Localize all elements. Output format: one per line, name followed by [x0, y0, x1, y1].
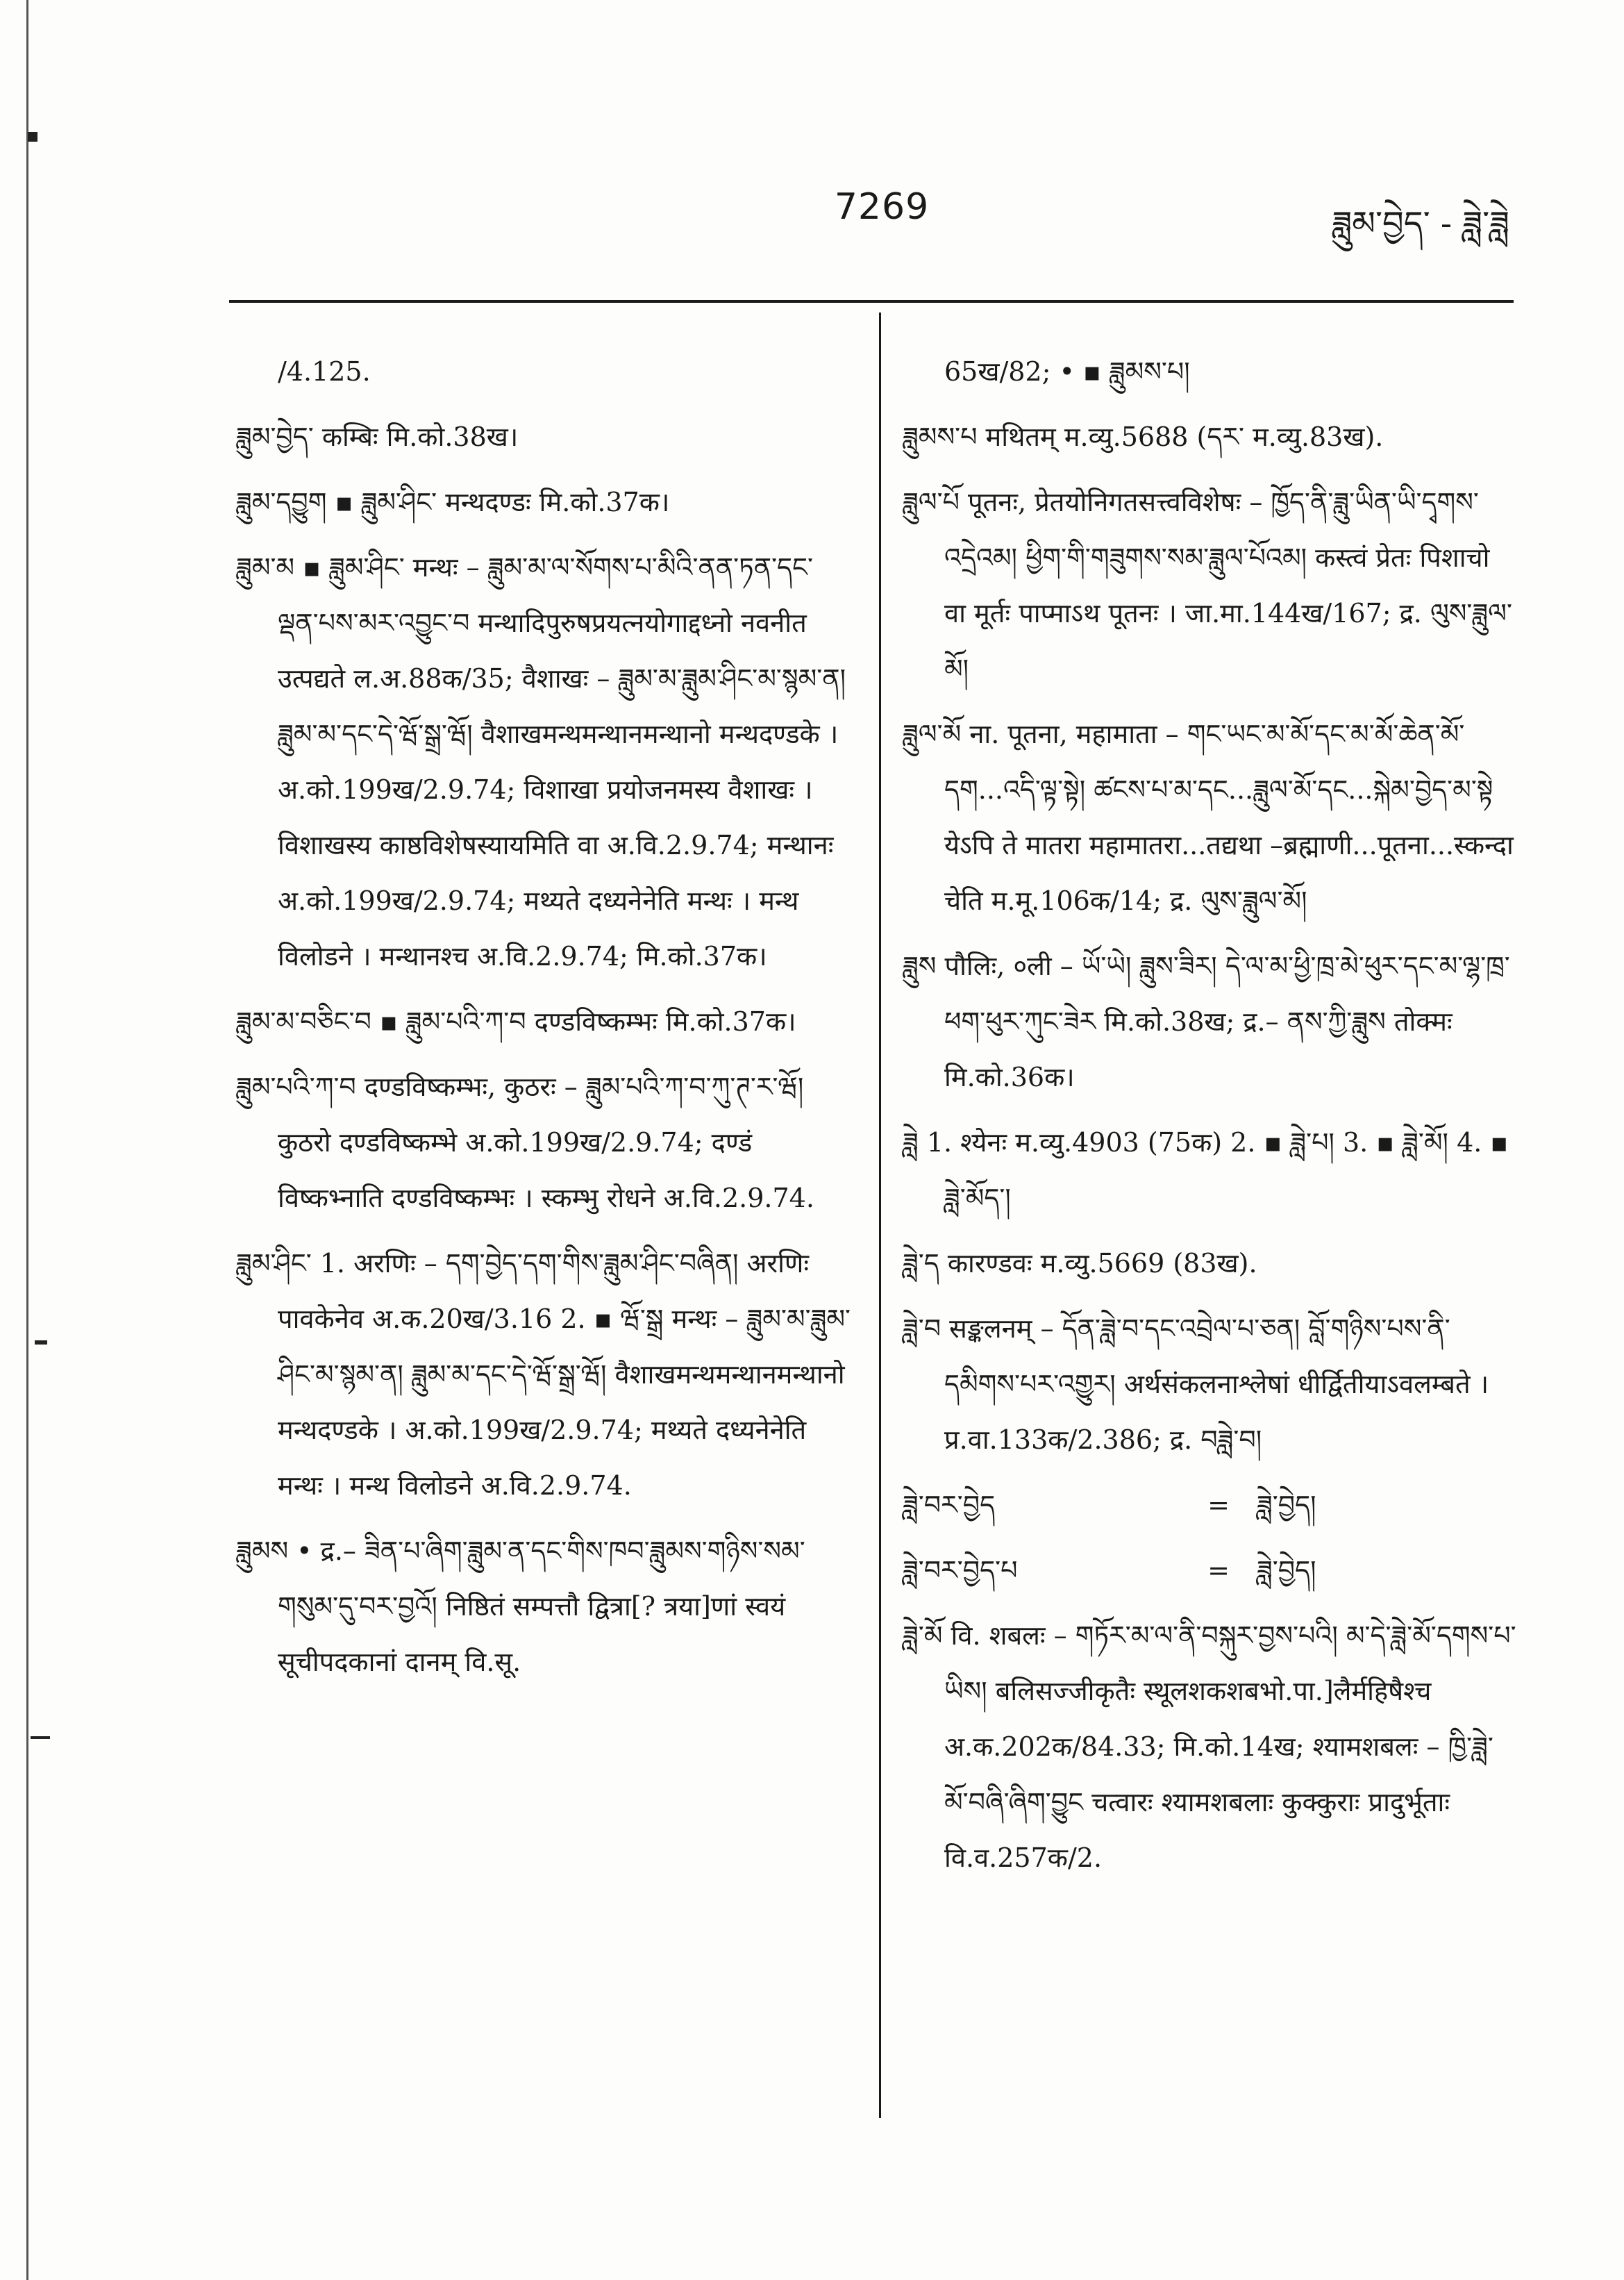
dictionary-entry: ཟླུམ་ཤིང་ 1. अरणिः – དག་བྱེད་དག་གིས་ཟླུམ་ཤིང་བཞིན། अरणिः पावकेनेव अ.क.20ख/3.16 2. ▪ ཝོ་སྒྲ मन्थः – ཟླུམ་མ་ཟླུམ་ཤིང་མ་སྙམ་ན། ཟླུམ་མ་དང་དེ་ཝོ་སྒྲ་ཝོ། वैशाखमन्थमन्थानमन्थानो मन्थदण्डके । अ.को.199ख/2.9.74; मथ्यते दध्यनेनेति मन्थः । मन्थ विलोडने अ.वि.2.9.74. [236, 1248, 851, 1501]
dictionary-entry: ཟླུམ་པའི་ཀ་བ दण्डविष्कम्भः, कुठरः – ཟླུམ་པའི་ཀ་བ་ཀུ་ཊ་ར་ཝོ། कुठरो दण्डविष्कम्भे अ.को.199ख/2.9.74; दण्डं विष्कभ्नाति दण्डविष्कम्भः । स्कम्भु रोधने अ.वि.2.9.74. [236, 1072, 814, 1213]
dictionary-entry: ཟླེ་བ सङ्कलनम् – དོན་ཟླེ་བ་དང་འབྲེལ་པ་ཅན། བློ་གཉིས་པས་ནི་དམིགས་པར་འགྱུར། अर्थसंकलनाश्लेषां धीर्द्वितीयाऽवलम्बते । प्र.वा.133क/2.386; द्र. བཟླེ་བ། [903, 1313, 1489, 1455]
cross-reference-row [903, 1477, 1517, 1533]
running-head: ཟླུམ་བྱེད་ - ཟླེ་ཟླེ [1332, 204, 1509, 243]
cross-reference-headword: ཟླེ་བར་བྱེད [903, 1490, 996, 1520]
dictionary-entry: /4.125. [278, 356, 371, 387]
column-divider [879, 313, 881, 2118]
dictionary-entry: ཟླུམ་མ ▪ ཟླུམ་ཤིང་ मन्थः – ཟླུམ་མ་ལ་སོགས་པ་མིའི་ནན་ཏན་དང་ལྡན་པས་མར་འབྱུང་བ मन्थादिपुरुषप्रयत्नयोगाद्दध्नो नवनीत उत्पद्यते ल.अ.88क/35; वैशाखः – ཟླུམ་མ་ཟླུམ་ཤིང་མ་སྙམ་ན། ཟླུམ་མ་དང་དེ་ཝོ་སྒྲ་ཝོ། वैशाखमन्थमन्थानमन्थानो मन्थदण्डके । अ.को.199ख/2.9.74; विशाखा प्रयोजनमस्य वैशाखः । विशाखस्य काष्ठविशेषस्यायमिति वा अ.वि.2.9.74; मन्थानः अ.को.199ख/2.9.74; मथ्यते दध्यनेनेति मन्थः । मन्थ विलोडने । मन्थानश्च अ.वि.2.9.74; मि.को.37क। [236, 552, 846, 972]
scan-mark [28, 132, 37, 142]
dictionary-entry: ཟླུལ་མོ ना. पूतना, महामाता – གང་ཡང་མ་མོ་དང་མ་མོ་ཆེན་མོ་དག...འདི་ལྟ་སྟེ། ཚངས་པ་མ་དང...ཟླུལ་མོ་དང...སྐེམ་བྱེད་མ་སྟེ येऽपि ते मातरा महामातरा...तद्यथा –ब्रह्माणी...पूतना...स्कन्दा चेति म.मू.106क/14; द्र. ལུས་ཟླུལ་མོ། [903, 719, 1514, 916]
scan-mark [35, 1340, 47, 1345]
dictionary-entry: ཟླེ་ད कारण्डवः म.व्यु.5669 (83ख). [903, 1248, 1257, 1279]
dictionary-entry: 65ख/82; • ▪ ཟླུམས་པ། [944, 356, 1190, 387]
cross-reference-headword: ཟླེ་བར་བྱེད་པ [903, 1555, 1018, 1586]
dictionary-entry: ཟླུས पौलिः, ०ली – ཡོ་ཡེ། ཟླུས་ཟིར། དེ་ལ་མ་ཕྱི་ཁྲ་མེ་ཕུར་དང་མ་ལྷ་ཁྲ་ཕག་ཕུར་ཀུང་ཟེར मि.को.38ख; द्र.– ནས་ཀྱི་ཟླུས तोक्मः मि.को.36क। [903, 951, 1510, 1092]
dictionary-entry: ཟླུམ་མ་བཅིང་བ ▪ ཟླུམ་པའི་ཀ་བ दण्डविष्कम्भः मि.को.37क। [236, 1006, 796, 1037]
dictionary-entry: ཟླེ་མོ वि. शबलः – གཏོར་མ་ལ་ནི་བསྐུར་བྱས་པའི། མ་དེ་ཟླེ་མོ་དགས་པ་ཡིས། बलिसज्जीकृतैः स्थूलशकशबभो.पा.]लैर्महिषैश्च अ.क.202क/84.33; मि.को.14ख; श्यामशबलः – ཁྱི་ཟླེ་མོ་བཞི་ཞིག་བྱུང चत्वारः श्यामशबलाः कुक्कुराः प्रादुर्भूताः वि.व.257क/2. [903, 1620, 1516, 1873]
scan-mark [31, 1736, 50, 1739]
cross-reference-target: ཟླེ་བྱེད། [1257, 1555, 1316, 1586]
dictionary-entry: ཟླུམས་པ मथितम् म.व्यु.5688 (དར་ म.व्यु.83ख). [903, 422, 1384, 452]
page-number: 7269 [834, 186, 930, 228]
header-rule [229, 300, 1514, 303]
equals-sign: = [1207, 1490, 1230, 1520]
dictionary-entry: ཟླེ 1. श्येनः म.व्यु.4903 (75क) 2. ▪ ཟླེ་པ། 3. ▪ ཟླེ་མོ། 4. ▪ ཟླེ་མོད་། [903, 1127, 1509, 1213]
dictionary-entry: ཟླུམ་བྱེད་ कम्बिः मि.को.38ख। [236, 422, 519, 452]
equals-sign: = [1207, 1555, 1230, 1586]
right-column [903, 344, 1517, 1895]
cross-reference-target: ཟླེ་བྱེད། [1257, 1490, 1316, 1520]
dictionary-entry: ཟླུམས • द्र.– ཟིན་པ་ཞིག་ཟླུམ་ན་དང་གིས་ཁབ་ཟླུམས་གཉིས་སམ་གསུམ་དུ་བར་བྱའོ། निष्ठितं सम्पत्तौ द्वित्रा[? त्रया]णां स्वयं सूचीपदकानां दानम् वि.सू. [236, 1536, 805, 1677]
cross-reference-row [903, 1542, 1517, 1598]
left-column [236, 344, 851, 1699]
scan-margin-line [26, 0, 28, 2280]
dictionary-entry: ཟླུལ་པོ पूतनः, प्रेतयोनिगतसत्त्वविशेषः – ཁྱོད་ནི་ཟླུ་ཡིན་ཡི་དྭགས་འདྲེའམ། ཕྱིག་གི་གཟུགས་སམ་ཟླུལ་པོའམ། कस्त्वं प्रेतः पिशाचो वा मूर्तः पाप्माऽथ पूतनः । जा.मा.144ख/167; द्र. ལུས་ཟླུལ་མོ། [903, 487, 1512, 684]
dictionary-entry: ཟླུམ་དབྱུག ▪ ཟླུམ་ཤིང་ मन्थदण्डः मि.को.37क। [236, 487, 670, 517]
